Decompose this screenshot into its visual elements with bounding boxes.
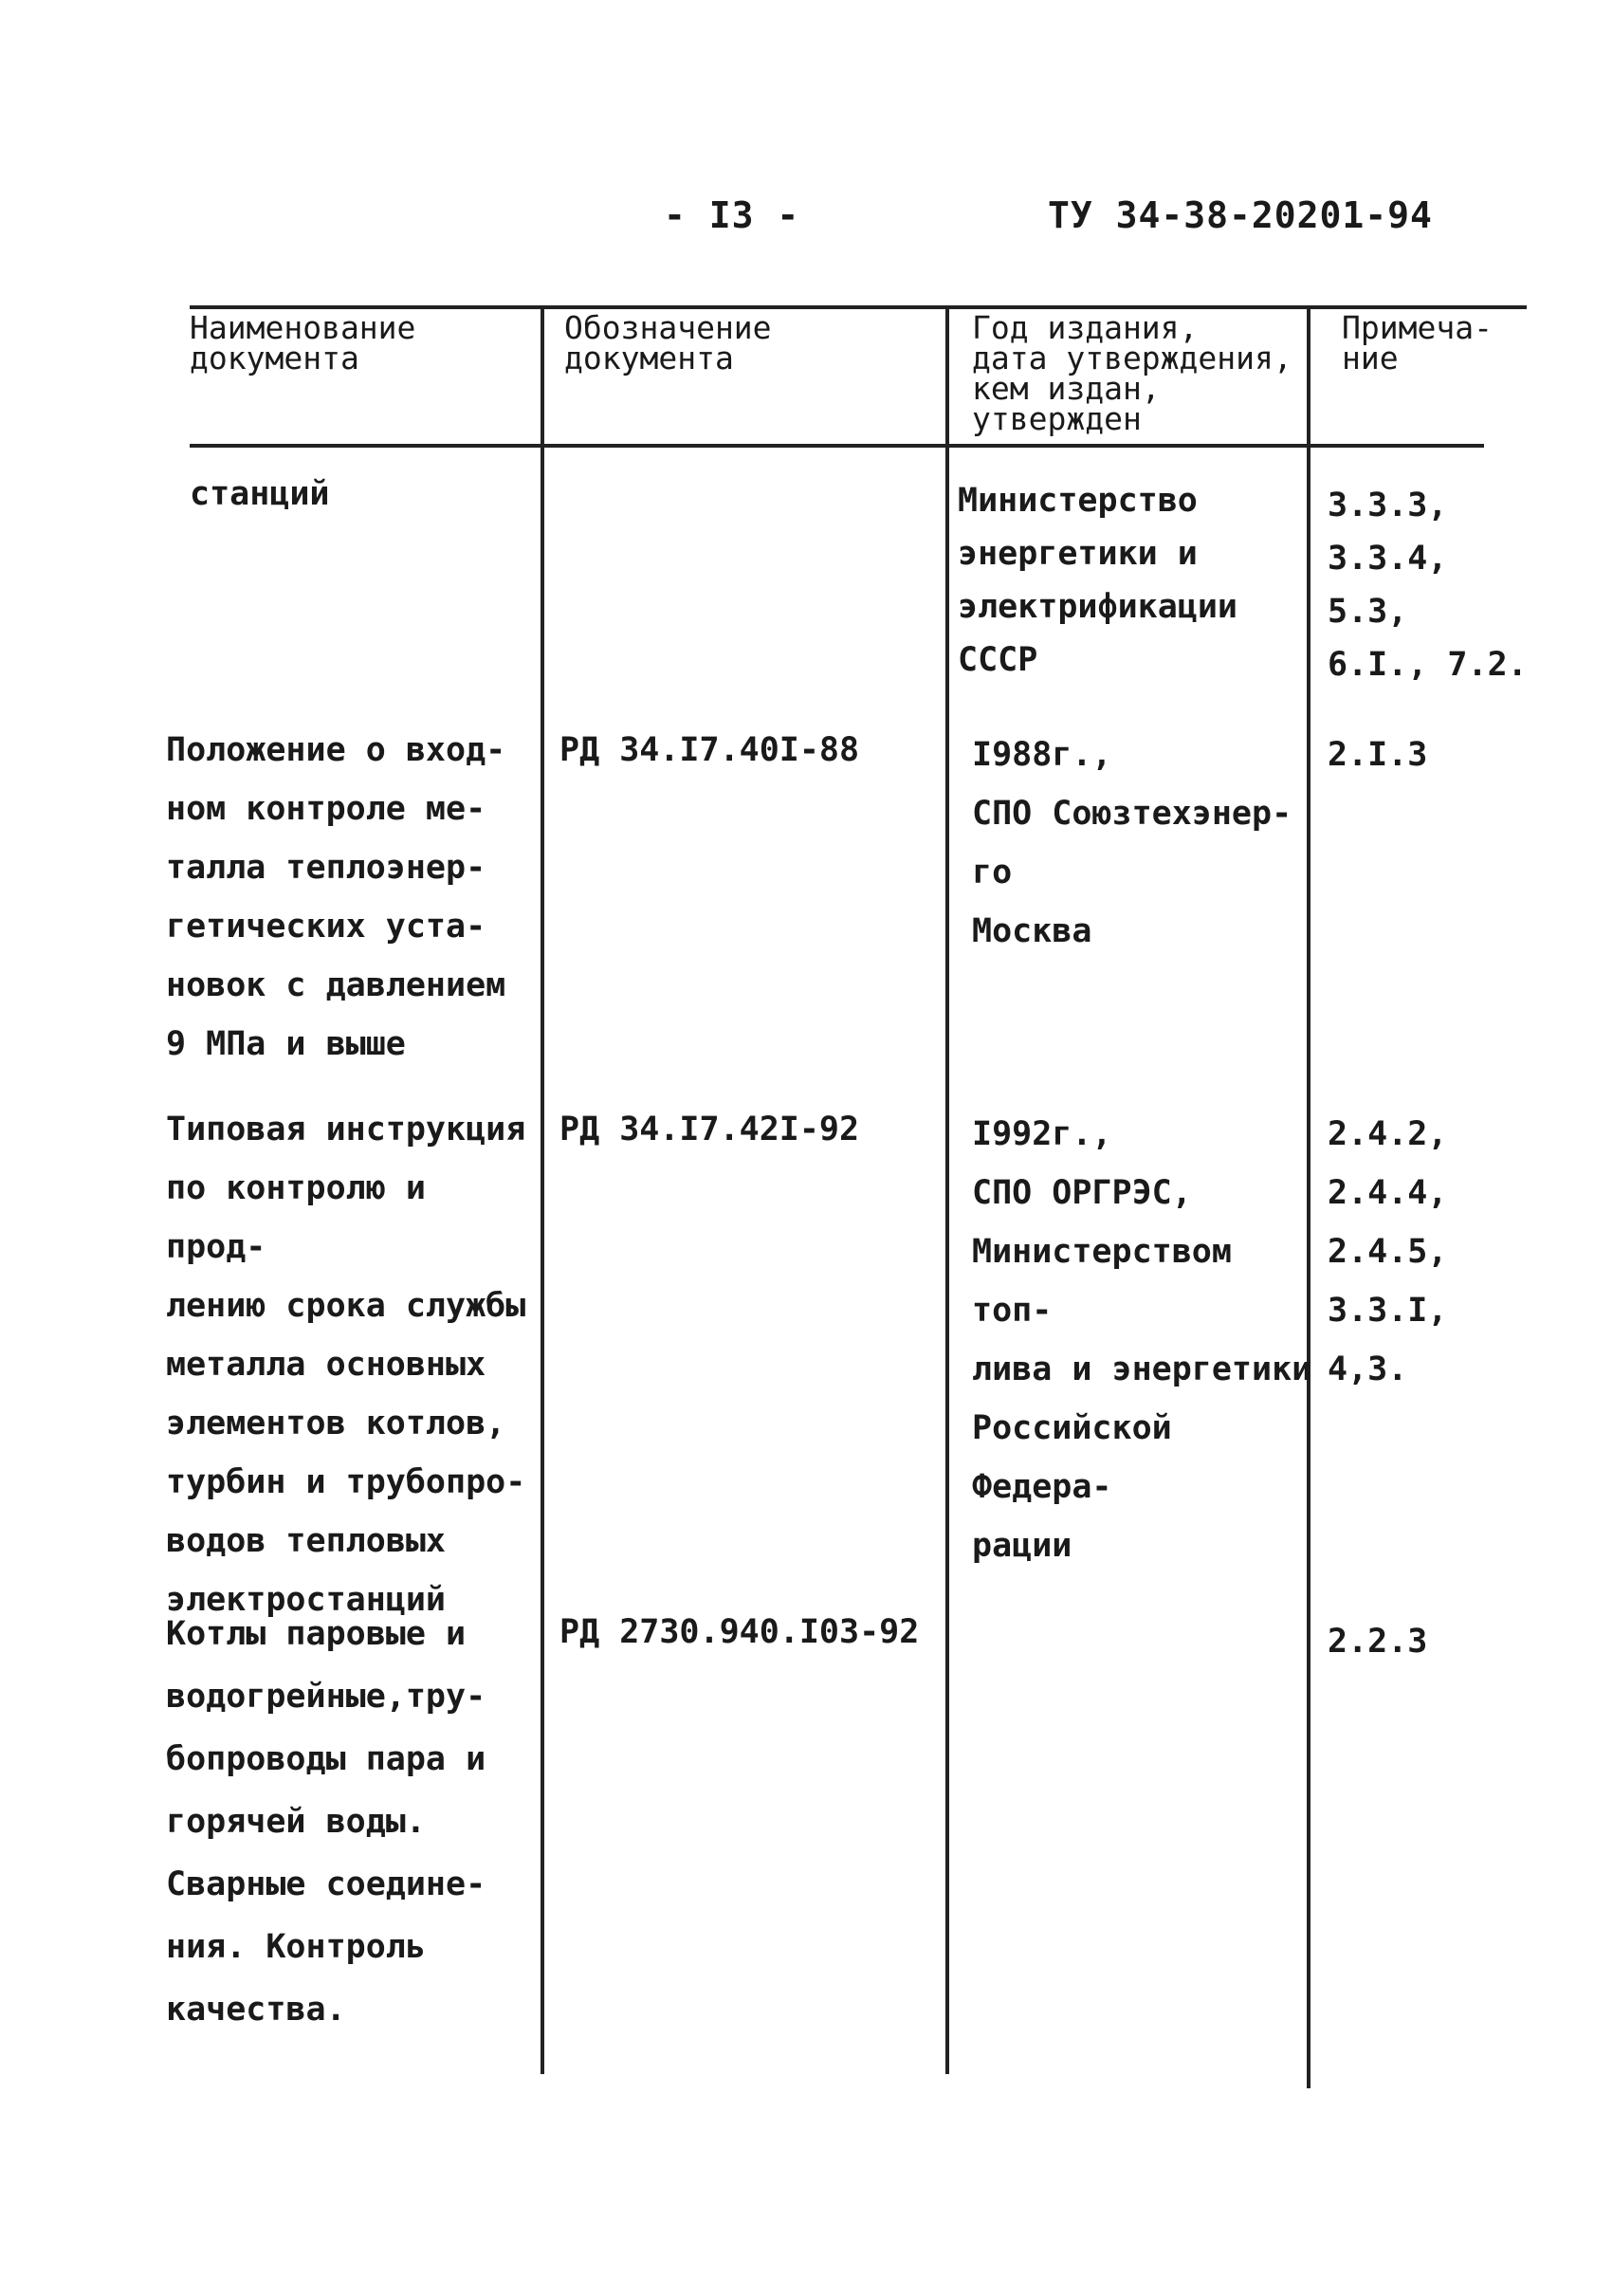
column-header-issued: Год издания, дата утверждения, кем издан, утвержден — [972, 309, 1292, 437]
row-issued-cell: Министерство энергетики и электрификации СССР — [958, 482, 1238, 679]
row-designation-cell: РД 34.I7.40I-88 — [559, 731, 860, 769]
row-name-cell: Положение о вход- ном контроле ме- талла теплоэнер- гетических уста- новок с давлением 9 МПа и выше — [166, 731, 506, 1063]
row-issued-cell: I992г., СПО ОРГРЭС, Министерством топ- лива и энергетики Российской Федера- рации — [972, 1115, 1312, 1565]
table-header-rule — [190, 444, 1484, 448]
column-header-note: Примеча- ние — [1342, 309, 1493, 377]
row-designation-cell: РД 34.I7.42I-92 — [559, 1111, 860, 1148]
document-code: ТУ 34-38-20201-94 — [1048, 194, 1433, 236]
row-note-cell: 3.3.3, 3.3.4, 5.3, 6.I., 7.2. — [1328, 487, 1528, 684]
row-name-cell: станций — [190, 475, 330, 513]
row-designation-cell: РД 2730.940.I03-92 — [559, 1613, 920, 1651]
page-number: - I3 - — [664, 194, 800, 236]
column-divider-2 — [945, 305, 949, 2074]
column-header-designation: Обозначение документа — [564, 309, 772, 377]
row-note-cell: 2.4.2, 2.4.4, 2.4.5, 3.3.I, 4,3. — [1328, 1115, 1448, 1388]
row-name-cell: Котлы паровые и водогрейные,тру- бопроводы пара и горячей воды. Сварные соедине- ния. Контроль качества. — [166, 1615, 486, 2029]
column-header-name: Наименование документа — [190, 309, 416, 377]
row-note-cell: 2.I.3 — [1328, 736, 1428, 774]
row-name-cell: Типовая инструкция по контролю и прод- лению срока службы металла основных элементов котлов, турбин и трубопро- водов тепловых электростанций — [166, 1111, 526, 1619]
row-issued-cell: I988г., СПО Союзтехэнер- го Москва — [972, 736, 1292, 950]
row-note-cell: 2.2.3 — [1328, 1623, 1428, 1661]
